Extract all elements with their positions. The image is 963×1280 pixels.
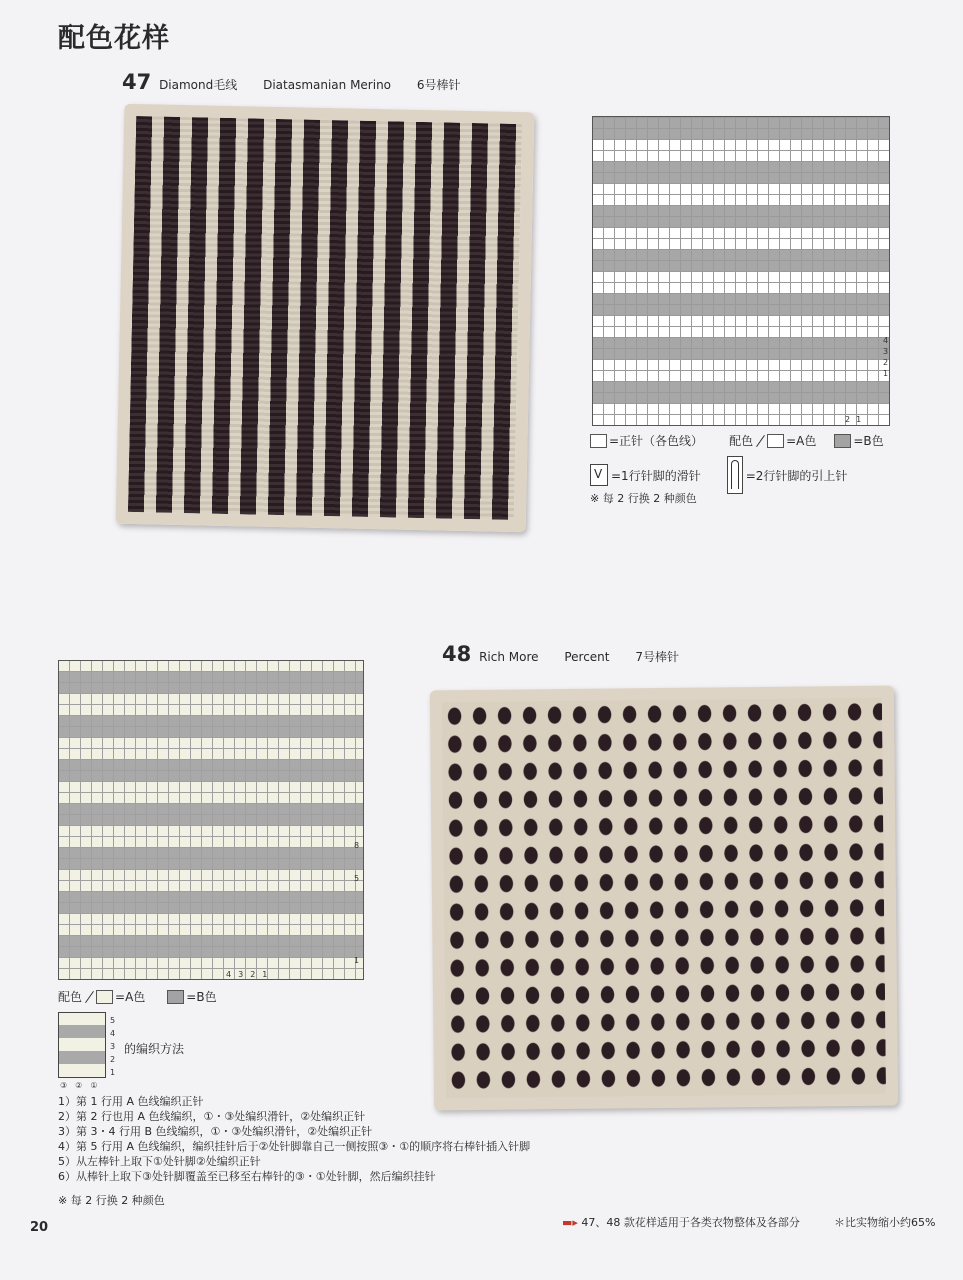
step-item: 5）从左棒针上取下①处针脚②处编织正针 [58,1155,261,1168]
method-title: 的编织方法 [124,1042,185,1056]
row-number: 1 [883,369,889,378]
step-item: 6）从棒针上取下③处针脚覆盖至已移至右棒针的③・①处针脚，然后编织挂针 [58,1170,436,1183]
pattern-48-chart [58,660,364,980]
pattern-48-yarn-name: Percent [564,650,610,664]
legend-knit: =正针（各色线） [609,434,704,448]
row-number: 8 [354,841,360,850]
pattern-48-swatch-photo [430,686,898,1111]
pattern-47-chart [592,116,890,426]
knit-white-box-icon [590,434,607,448]
col-number: 4 [226,970,232,979]
pattern-47-needle: 6号棒针 [416,78,461,92]
slip-stitch-icon [590,464,608,486]
mini-chart-col-numbers [60,1080,98,1091]
row-number: 4 [883,336,889,345]
step-item: 1）第 1 行用 A 色线编织正针 [58,1095,204,1108]
legend-color-a: =A色 [115,990,146,1004]
color-b-box-icon [167,990,184,1004]
row-number: 3 [883,347,889,356]
pattern-48-legend [58,988,217,1005]
legend-color-label: 配色 [58,990,83,1004]
pattern-47-note: ※ 每 2 行换 2 种颜色 [590,492,697,505]
row-number: 4 [110,1029,116,1038]
pattern-48-number: 48 [442,642,472,666]
col-number: ① [90,1081,98,1090]
pattern-47-yarn-brand: Diamond毛线 [159,78,238,92]
legend-color-label: 配色 [729,434,754,448]
pattern-48-yarn-brand: Rich More [479,650,539,664]
row-number: 5 [110,1016,116,1025]
slash-icon [755,435,765,447]
stitch-method-mini-chart [58,1012,106,1078]
step-item: 4）第 5 行用 A 色线编织，编织挂针后于②处针脚靠自己一侧按照③・①的顺序将右棒针插入针脚 [58,1140,531,1153]
pattern-47-legend-row-2 [590,456,847,494]
row-number: 1 [354,956,360,965]
method-steps [58,1094,530,1184]
pattern-47-row-numbers [883,335,888,379]
color-b-box-icon [834,434,851,448]
pattern-47-number: 47 [122,70,152,94]
col-number: 2 [845,415,851,424]
pattern-47-col-numbers [845,414,861,425]
color-a-box-icon [96,990,113,1004]
legend-color-a: =A色 [786,434,817,448]
mini-chart-row-numbers [110,1014,115,1079]
footer-usage-text: 47、48 款花样适用于各类衣物整体及各部分 [581,1216,800,1229]
row-number: 2 [883,358,889,367]
col-number: ③ [60,1081,68,1090]
pattern-48-col-numbers [226,969,267,980]
legend-color-b: =B色 [186,990,217,1004]
step-item: 2）第 2 行也用 A 色线编织，①・③处编织滑针，②处编织正针 [58,1110,366,1123]
footer-usage [562,1214,800,1230]
pattern-47-yarn-name: Diatasmanian Merino [263,78,392,92]
slash-icon [84,991,94,1003]
col-number: 3 [238,970,244,979]
row-number: 3 [110,1042,116,1051]
row-number: 1 [110,1068,116,1077]
legend-slip2: =2行针脚的引上针 [745,468,848,483]
arrow-icon: ▬▸ [562,1216,578,1229]
page-number: 20 [30,1220,49,1235]
pattern-48-header [442,642,679,666]
color-a-box-icon [767,434,784,448]
col-number: 1 [262,970,268,979]
step-item: 3）第 3・4 行用 B 色线编织，①・③处编织滑针，②处编织正针 [58,1125,373,1138]
col-number: 1 [856,415,862,424]
pattern-48-note: ※ 每 2 行换 2 种颜色 [58,1194,165,1207]
pattern-47-legend-row-1 [590,432,884,449]
pattern-47-header [122,70,461,94]
page-title: 配色花样 [58,23,170,54]
col-number: 2 [250,970,256,979]
elongated-slip-stitch-icon [727,456,743,494]
footer-scale: ＊比实物缩小约65% [834,1216,936,1229]
pattern-47-swatch-photo [116,104,535,532]
pattern-48-needle: 7号棒针 [635,650,679,664]
col-number: ② [75,1081,83,1090]
legend-color-b: =B色 [853,434,884,448]
row-number: 2 [110,1055,116,1064]
legend-slip1: =1行针脚的滑针 [611,468,701,483]
row-number: 5 [354,874,360,883]
